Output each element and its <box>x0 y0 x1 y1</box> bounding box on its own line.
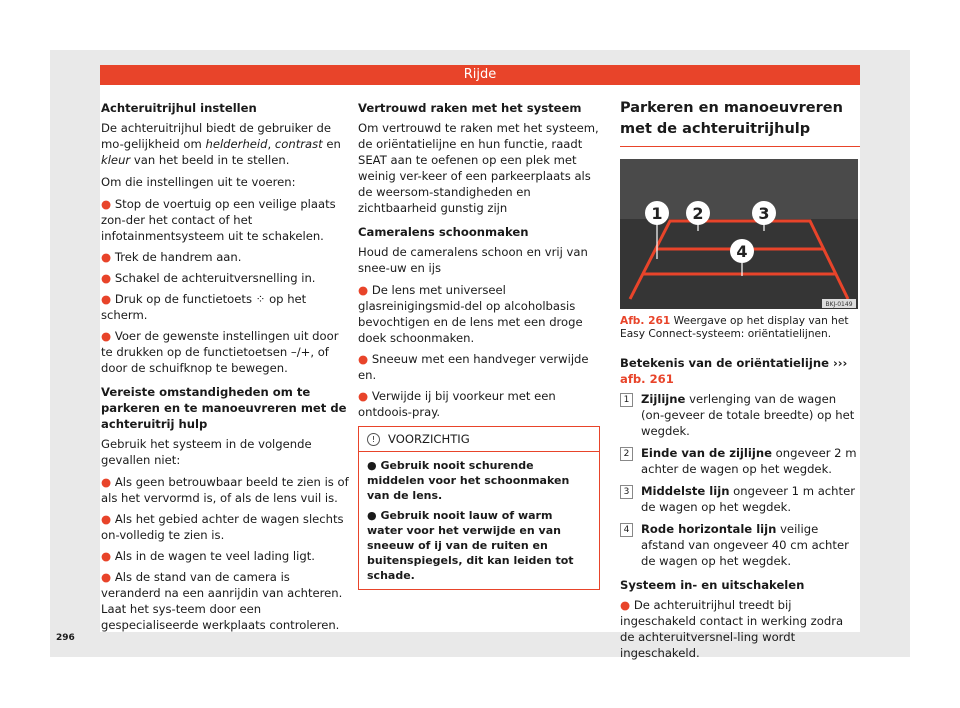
figure-ref-link[interactable]: afb. 261 <box>620 372 674 386</box>
caution-title: VOORZICHTIG <box>388 432 470 446</box>
section-header: Rijde <box>100 65 860 85</box>
legend-item: 3 Middelste lijn ongeveer 1 m achter de wagen op het wegdek. <box>620 483 860 515</box>
caution-item: ● Gebruik nooit lauw of warm water voor het verwijde en van sneeuw of ij van de ruiten en buitenspiegels, dit kan leiden tot schade. <box>367 509 574 582</box>
figure-marker <box>730 239 754 263</box>
legend-number: 4 <box>620 523 633 537</box>
list-item: ● Schakel de achteruitversnelling in. <box>101 271 316 285</box>
caution-box <box>358 426 600 590</box>
list-item: ● Verwijde ij bij voorkeur met een ontdoois-pray. <box>358 389 556 419</box>
heading-guide-lines: Betekenis van de oriëntatielijne ››› afb. 261 <box>620 356 848 386</box>
figure-marker <box>752 201 776 225</box>
list-item: ● De lens met universeel glasreinigingsmid-del op alcoholbasis bevochtigen en de lens met een droge doek schoonmaken. <box>358 283 583 345</box>
paragraph-intro: Om die instellingen uit te voeren: <box>101 175 296 189</box>
legend-number: 1 <box>620 393 633 407</box>
section-title: Parkeren en manoeuvreren met de achteruitrijhulp <box>620 98 860 147</box>
legend-item: 1 Zijlijne verlenging van de wagen (on-geveer de totale breedte) op het wegdek. <box>620 391 860 439</box>
caution-item: ● Gebruik nooit schurende middelen voor het schoonmaken van de lens. <box>367 459 570 502</box>
list-item: ● Als de stand van de camera is veranderd na een aanrijdin van achteren. Laat het sys-teem door een gespecialiseerde werkplaats controleren. <box>101 570 343 632</box>
list-item: ● Als geen betrouwbaar beeld te zien is of als het vervormd is, of als de lens vuil is. <box>101 475 349 505</box>
list-item: ● Druk op de functietoets ⁘ op het scherm. <box>101 292 307 322</box>
heading-settings: Achteruitrijhul instellen <box>101 101 257 115</box>
column-2 <box>358 100 600 590</box>
heading-on-off: Systeem in- en uitschakelen <box>620 578 805 592</box>
paragraph-conditions: Gebruik het systeem in de volgende gevallen niet: <box>101 437 312 467</box>
list-item: ● Trek de handrem aan. <box>101 250 242 264</box>
list-item: ● Als in de wagen te veel lading ligt. <box>101 549 315 563</box>
svg-text:4: 4 <box>736 242 748 261</box>
list-item: ● De achteruitrijhul treedt bij ingeschakeld contact in werking zodra de achteruitversnel-ling wordt ingeschakeld. <box>620 598 844 660</box>
list-item: ● Als het gebied achter de wagen slechts on-volledig te zien is. <box>101 512 344 542</box>
legend-item: 2 Einde van de zijlijne ongeveer 2 m achter de wagen op het wegdek. <box>620 445 860 477</box>
heading-lens-cleaning: Cameralens schoonmaken <box>358 225 529 239</box>
column-3 <box>620 98 860 666</box>
list-item: ● Sneeuw met een handveger verwijde en. <box>358 352 589 382</box>
heading-familiarize: Vertrouwd raken met het systeem <box>358 101 582 115</box>
svg-text:3: 3 <box>758 204 770 223</box>
legend-number: 3 <box>620 485 633 499</box>
legend-item: 4 Rode horizontale lijn veilige afstand van ongeveer 40 cm achter de wagen op het wegdek. <box>620 521 860 569</box>
paragraph-settings: De achteruitrijhul biedt de gebruiker de mo-gelijkheid om helderheid, contrast en kleur van het beeld in te stellen. <box>101 121 341 167</box>
figure-code: BKJ-0149 <box>825 301 853 308</box>
caution-header <box>359 427 599 452</box>
heading-conditions: Vereiste omstandigheden om te parkeren en te manoeuvreren met de achteruitrij hulp <box>101 385 347 431</box>
figure-camera-display <box>620 159 858 309</box>
paragraph-familiarize: Om vertrouwd te raken met het systeem, de oriëntatielijne en hun functie, raadt SEAT aan te oefenen op een plek met weinig ver-keer of een parkeerplaats als de weersom-standigheden en zichtbaarheid gunstig zijn <box>358 121 599 215</box>
figure-marker <box>645 201 669 225</box>
camera-display-illustration <box>620 159 858 309</box>
paragraph-lens-cleaning: Houd de cameralens schoon en vrij van snee-uw en ijs <box>358 245 588 275</box>
svg-text:2: 2 <box>692 204 704 223</box>
list-item: ● Stop de voertuig op een veilige plaats zon-der het contact of het infotainmentsysteem uit te schakelen. <box>101 197 336 243</box>
svg-text:1: 1 <box>651 204 663 223</box>
warning-icon: ! <box>367 433 380 446</box>
column-1 <box>101 100 349 638</box>
page-number: 296 <box>56 633 75 643</box>
legend-number: 2 <box>620 447 633 461</box>
figure-caption: Afb. 261 Weergave op het display van het Easy Connect-systeem: oriëntatielijnen. <box>620 315 849 340</box>
list-item: ● Voer de gewenste instellingen uit door te drukken op de functietoetsen –/+, of door de schuifknop te bewegen. <box>101 329 339 375</box>
figure-marker <box>686 201 710 225</box>
caution-body <box>359 452 599 589</box>
